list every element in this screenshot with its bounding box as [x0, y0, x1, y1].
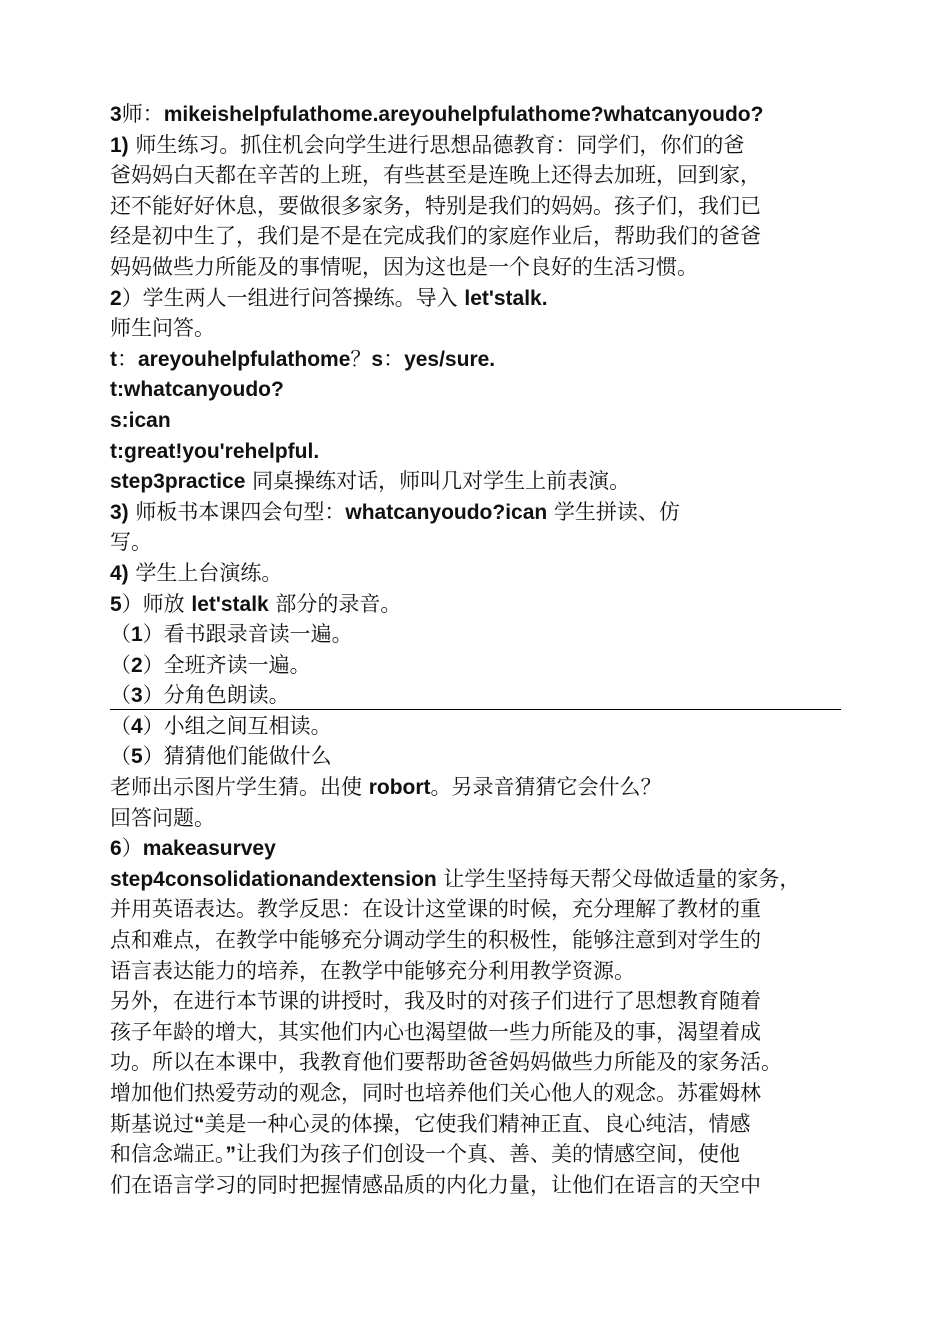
text-run: （ — [110, 622, 131, 647]
english-text: t:whatcanyoudo? — [110, 378, 284, 402]
text-run: 。另录音猜猜它会什么？ — [430, 775, 662, 800]
text-line-27 — [110, 894, 850, 925]
quote-mark: “ — [194, 1112, 205, 1136]
text-line-1 — [110, 99, 850, 130]
text-line-9 — [110, 344, 850, 375]
text-line-34 — [110, 1109, 850, 1140]
quote-mark: ” — [225, 1143, 236, 1167]
english-text: yes/sure. — [404, 347, 496, 371]
text-line-23 — [110, 772, 850, 803]
text-line-10 — [110, 374, 850, 405]
text-line-19 — [110, 650, 850, 681]
english-text: makeasurvey — [142, 837, 276, 861]
text-line-7 — [110, 283, 850, 314]
item-number: 5 — [131, 745, 143, 769]
text-line-33 — [110, 1078, 850, 1109]
text-run: 语言表达能力的培养，在教学中能够充分利用教学资源。 — [110, 958, 635, 983]
item-number: 3) — [110, 500, 129, 524]
text-run: 学生上台演练。 — [128, 560, 283, 585]
text-run: ）小组之间互相读。 — [142, 713, 332, 738]
text-line-15 — [110, 527, 850, 558]
text-run: 功。所以在本课中，我教育他们要帮助爸爸妈妈做些力所能及的家务活。 — [110, 1050, 782, 1075]
text-run: 另外，在进行本节课的讲授时，我及时的对孩子们进行了思想教育随着 — [110, 989, 761, 1014]
english-text: let'stalk. — [464, 286, 548, 310]
english-text: step4consolidationandextension — [110, 867, 437, 891]
text-line-16 — [110, 558, 850, 589]
text-run: ）看书跟录音读一遍。 — [142, 622, 353, 647]
text-run: 师生练习。抓住机会向学生进行思想品德教育：同学们，你们的爸 — [128, 132, 745, 157]
text-run: ）全班齐读一遍。 — [142, 652, 311, 677]
text-line-5 — [110, 221, 850, 252]
text-line-29 — [110, 956, 850, 987]
text-line-13 — [110, 466, 850, 497]
text-run: ） — [121, 836, 143, 861]
document-page — [110, 99, 850, 1200]
item-number: 1 — [131, 623, 143, 647]
text-line-4 — [110, 191, 850, 222]
text-run: ： — [383, 346, 405, 371]
english-text: areyouhelpfulathome — [138, 347, 351, 371]
item-number: 1) — [110, 133, 129, 157]
item-number: 5 — [110, 592, 122, 616]
text-run: （ — [110, 713, 131, 738]
text-run: ： — [117, 346, 138, 371]
item-number: 2 — [131, 653, 143, 677]
text-run: 们在语言学习的同时把握情感品质的内化力量，让他们在语言的天空中 — [110, 1172, 761, 1197]
item-number: 4 — [131, 714, 143, 738]
text-line-17 — [110, 589, 850, 620]
item-number: 3 — [110, 103, 122, 126]
text-run: 让我们为孩子们创设一个真、善、美的情感空间，使他 — [236, 1142, 740, 1167]
text-run: 还不能好好休息，要做很多家务，特别是我们的妈妈。孩子们，我们已 — [110, 193, 761, 218]
text-run: 师： — [121, 102, 164, 126]
text-line-28 — [110, 925, 850, 956]
english-text: robort — [368, 776, 431, 800]
speaker-label: t — [110, 347, 117, 371]
text-run: ）学生两人一组进行问答操练。导入 — [121, 285, 465, 310]
text-run: 美是一种心灵的体操，它使我们精神正直、良心纯洁，情感 — [204, 1111, 751, 1136]
text-run: ？ — [350, 346, 372, 371]
text-run: 爸妈妈白天都在辛苦的上班，有些甚至是连晚上还得去加班，回到家， — [110, 163, 761, 188]
text-line-12 — [110, 436, 850, 467]
text-line-25 — [110, 833, 850, 864]
text-line-20 — [110, 680, 850, 711]
english-text: mikeishelpfulathome.areyouhelpfulathome?whatcanyoudo? — [163, 103, 764, 126]
text-run: 让学生坚持每天帮父母做适量的家务， — [436, 866, 801, 891]
text-line-35 — [110, 1139, 850, 1170]
text-line-32 — [110, 1047, 850, 1078]
text-run: 写。 — [110, 530, 152, 555]
text-line-36 — [110, 1170, 850, 1201]
text-run: 妈妈做些力所能及的事情呢，因为这也是一个良好的生活习惯。 — [110, 254, 698, 279]
text-line-31 — [110, 1017, 850, 1048]
text-run: 部分的录音。 — [268, 591, 402, 616]
text-line-2 — [110, 130, 850, 161]
text-run: 师板书本课四会句型： — [128, 499, 346, 524]
text-run: 和信念端正。 — [110, 1142, 226, 1167]
text-line-21 — [110, 711, 850, 742]
text-run: 同桌操练对话，师叫几对学生上前表演。 — [245, 469, 631, 494]
text-line-24 — [110, 803, 850, 834]
text-line-18 — [110, 619, 850, 650]
item-number: 6 — [110, 837, 122, 861]
text-line-3 — [110, 160, 850, 191]
text-run: 师生问答。 — [110, 316, 215, 341]
text-line-26 — [110, 864, 850, 895]
text-run: 经是初中生了，我们是不是在完成我们的家庭作业后，帮助我们的爸爸 — [110, 224, 761, 249]
text-run: （ — [110, 652, 131, 677]
text-run: （ — [110, 683, 131, 708]
text-run: ）师放 — [121, 591, 192, 616]
text-run: 并用英语表达。教学反思：在设计这堂课的时候，充分理解了教材的重 — [110, 897, 761, 922]
text-line-8 — [110, 313, 850, 344]
text-run: 增加他们热爱劳动的观念，同时也培养他们关心他人的观念。苏霍姆林 — [110, 1081, 761, 1105]
english-text: s:ican — [110, 408, 171, 432]
english-text: whatcanyoudo?ican — [345, 500, 548, 524]
text-line-14 — [110, 497, 850, 528]
text-line-11 — [110, 405, 850, 436]
item-number: 2 — [110, 286, 122, 310]
english-text: step3practice — [110, 470, 246, 494]
item-number: 3 — [131, 684, 143, 708]
english-text: let'stalk — [191, 592, 269, 616]
text-run: 老师出示图片学生猜。出使 — [110, 775, 369, 800]
text-run: 回答问题。 — [110, 805, 215, 830]
text-run: （ — [110, 744, 131, 769]
text-run: 点和难点，在教学中能够充分调动学生的积极性，能够注意到对学生的 — [110, 928, 761, 953]
english-text: t:great!you'rehelpful. — [110, 439, 320, 463]
text-run: ）分角色朗读。 — [142, 683, 290, 708]
text-run: 孩子年龄的增大，其实他们内心也渴望做一些力所能及的事，渴望着成 — [110, 1019, 761, 1044]
speaker-label: s — [371, 347, 384, 371]
text-run: 学生拼读、仿 — [547, 499, 680, 524]
text-line-22 — [110, 741, 850, 772]
text-line-6 — [110, 252, 850, 283]
text-run: ）猜猜他们能做什么 — [142, 744, 332, 769]
text-line-30 — [110, 986, 850, 1017]
item-number: 4) — [110, 561, 129, 585]
text-run: 斯基说过 — [110, 1111, 194, 1136]
